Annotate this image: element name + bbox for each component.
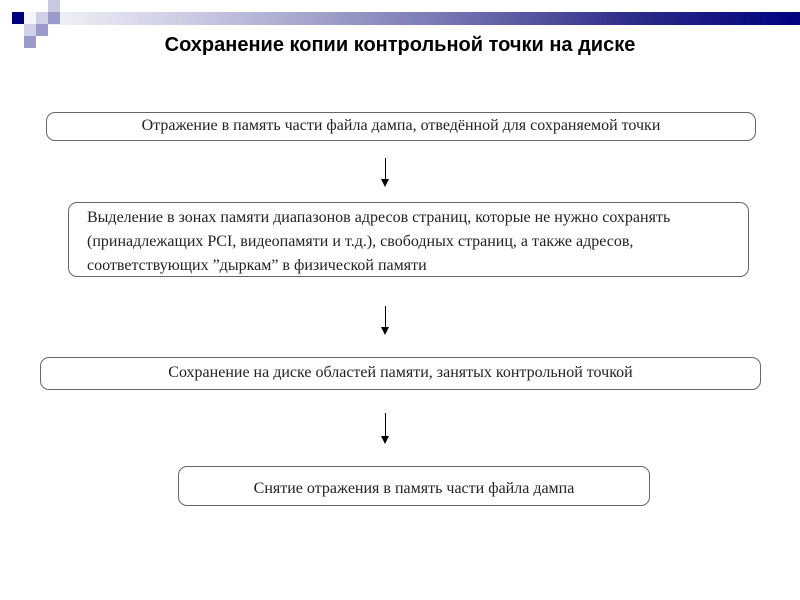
step-1-box [46,112,756,141]
step-2-text: Выделение в зонах памяти диапазонов адресов страниц, которые не нужно сохранять (принадлежащих PCI, видеопамяти и т.д.), свободных страниц, а также адресов, соответствующих ”дыркам” в физической памяти [87,209,671,274]
slide-title: Сохранение копии контрольной точки на диске [164,34,636,56]
step-3-box [40,357,761,390]
step-1-text: Отражение в память части файла дампа, отведённой для сохраняемой точки [141,117,661,134]
step-4-box [178,466,650,506]
step-4-text: Снятие отражения в память части файла дампа [253,480,575,497]
header-gradient-bar [0,12,800,25]
arrow-down-3 [385,413,386,442]
step-2-box [68,202,749,277]
arrow-down-2 [385,306,386,333]
step-3-text: Сохранение на диске областей памяти, занятых контрольной точкой [168,364,633,381]
arrow-down-1 [385,158,386,185]
